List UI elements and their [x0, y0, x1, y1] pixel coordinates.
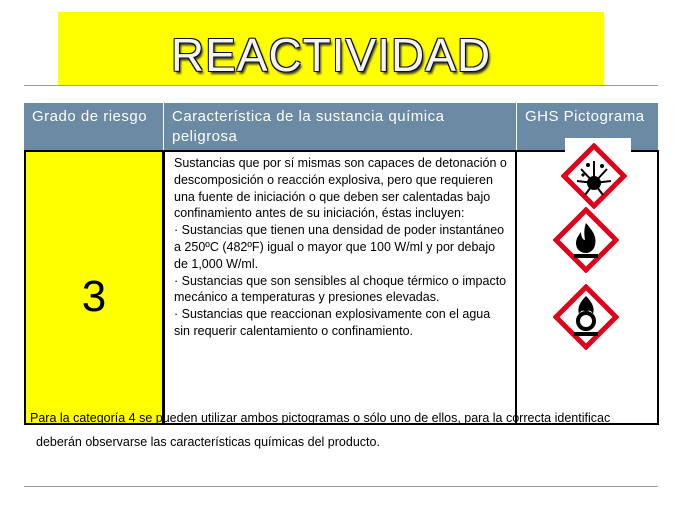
title-banner	[58, 12, 604, 86]
description-item: · Sustancias que reaccionan explosivamente con el agua sin requerir calentamiento o confinamiento.	[174, 307, 491, 338]
flame-over-circle-icon	[553, 284, 619, 350]
header-grade: Grado de riesgo	[24, 103, 163, 150]
grade-value: 3	[81, 272, 107, 321]
exploding-bomb-icon	[561, 143, 627, 209]
header-pictogram: GHS Pictograma	[517, 103, 658, 150]
note-line-1-text: Para la categoría 4 se pueden utilizar ambos pictogramas o sólo uno de ellos, para la correcta identificac	[30, 411, 611, 425]
page-title: REACTIVIDAD	[170, 29, 492, 81]
description-item: · Sustancias que son sensibles al choque térmico o impacto mecánico a temperaturas y presiones elevadas.	[174, 273, 507, 305]
description-intro: Sustancias que por sí mismas son capaces de detonación o descomposición o reacción explosiva, pero que requieren una fuente de iniciación o que deben ser calentadas bajo confinamiento antes de su iniciación, éstas incluyen:	[174, 156, 507, 221]
flame-icon	[553, 207, 619, 273]
note-line-2: deberán observarse las características químicas del producto.	[36, 435, 380, 449]
divider-top	[24, 85, 658, 86]
note-line-1	[30, 410, 680, 426]
description-item: · Sustancias que tienen una densidad de poder instantáneo a 250ºC (482ºF) igual o mayor que 100 W/ml y por debajo de 1,000 W/ml.	[174, 223, 505, 271]
grade-cell	[24, 150, 164, 425]
divider-bottom	[24, 486, 658, 487]
description-cell	[163, 150, 517, 425]
header-characteristic: Característica de la sustancia química peligrosa	[164, 103, 516, 150]
